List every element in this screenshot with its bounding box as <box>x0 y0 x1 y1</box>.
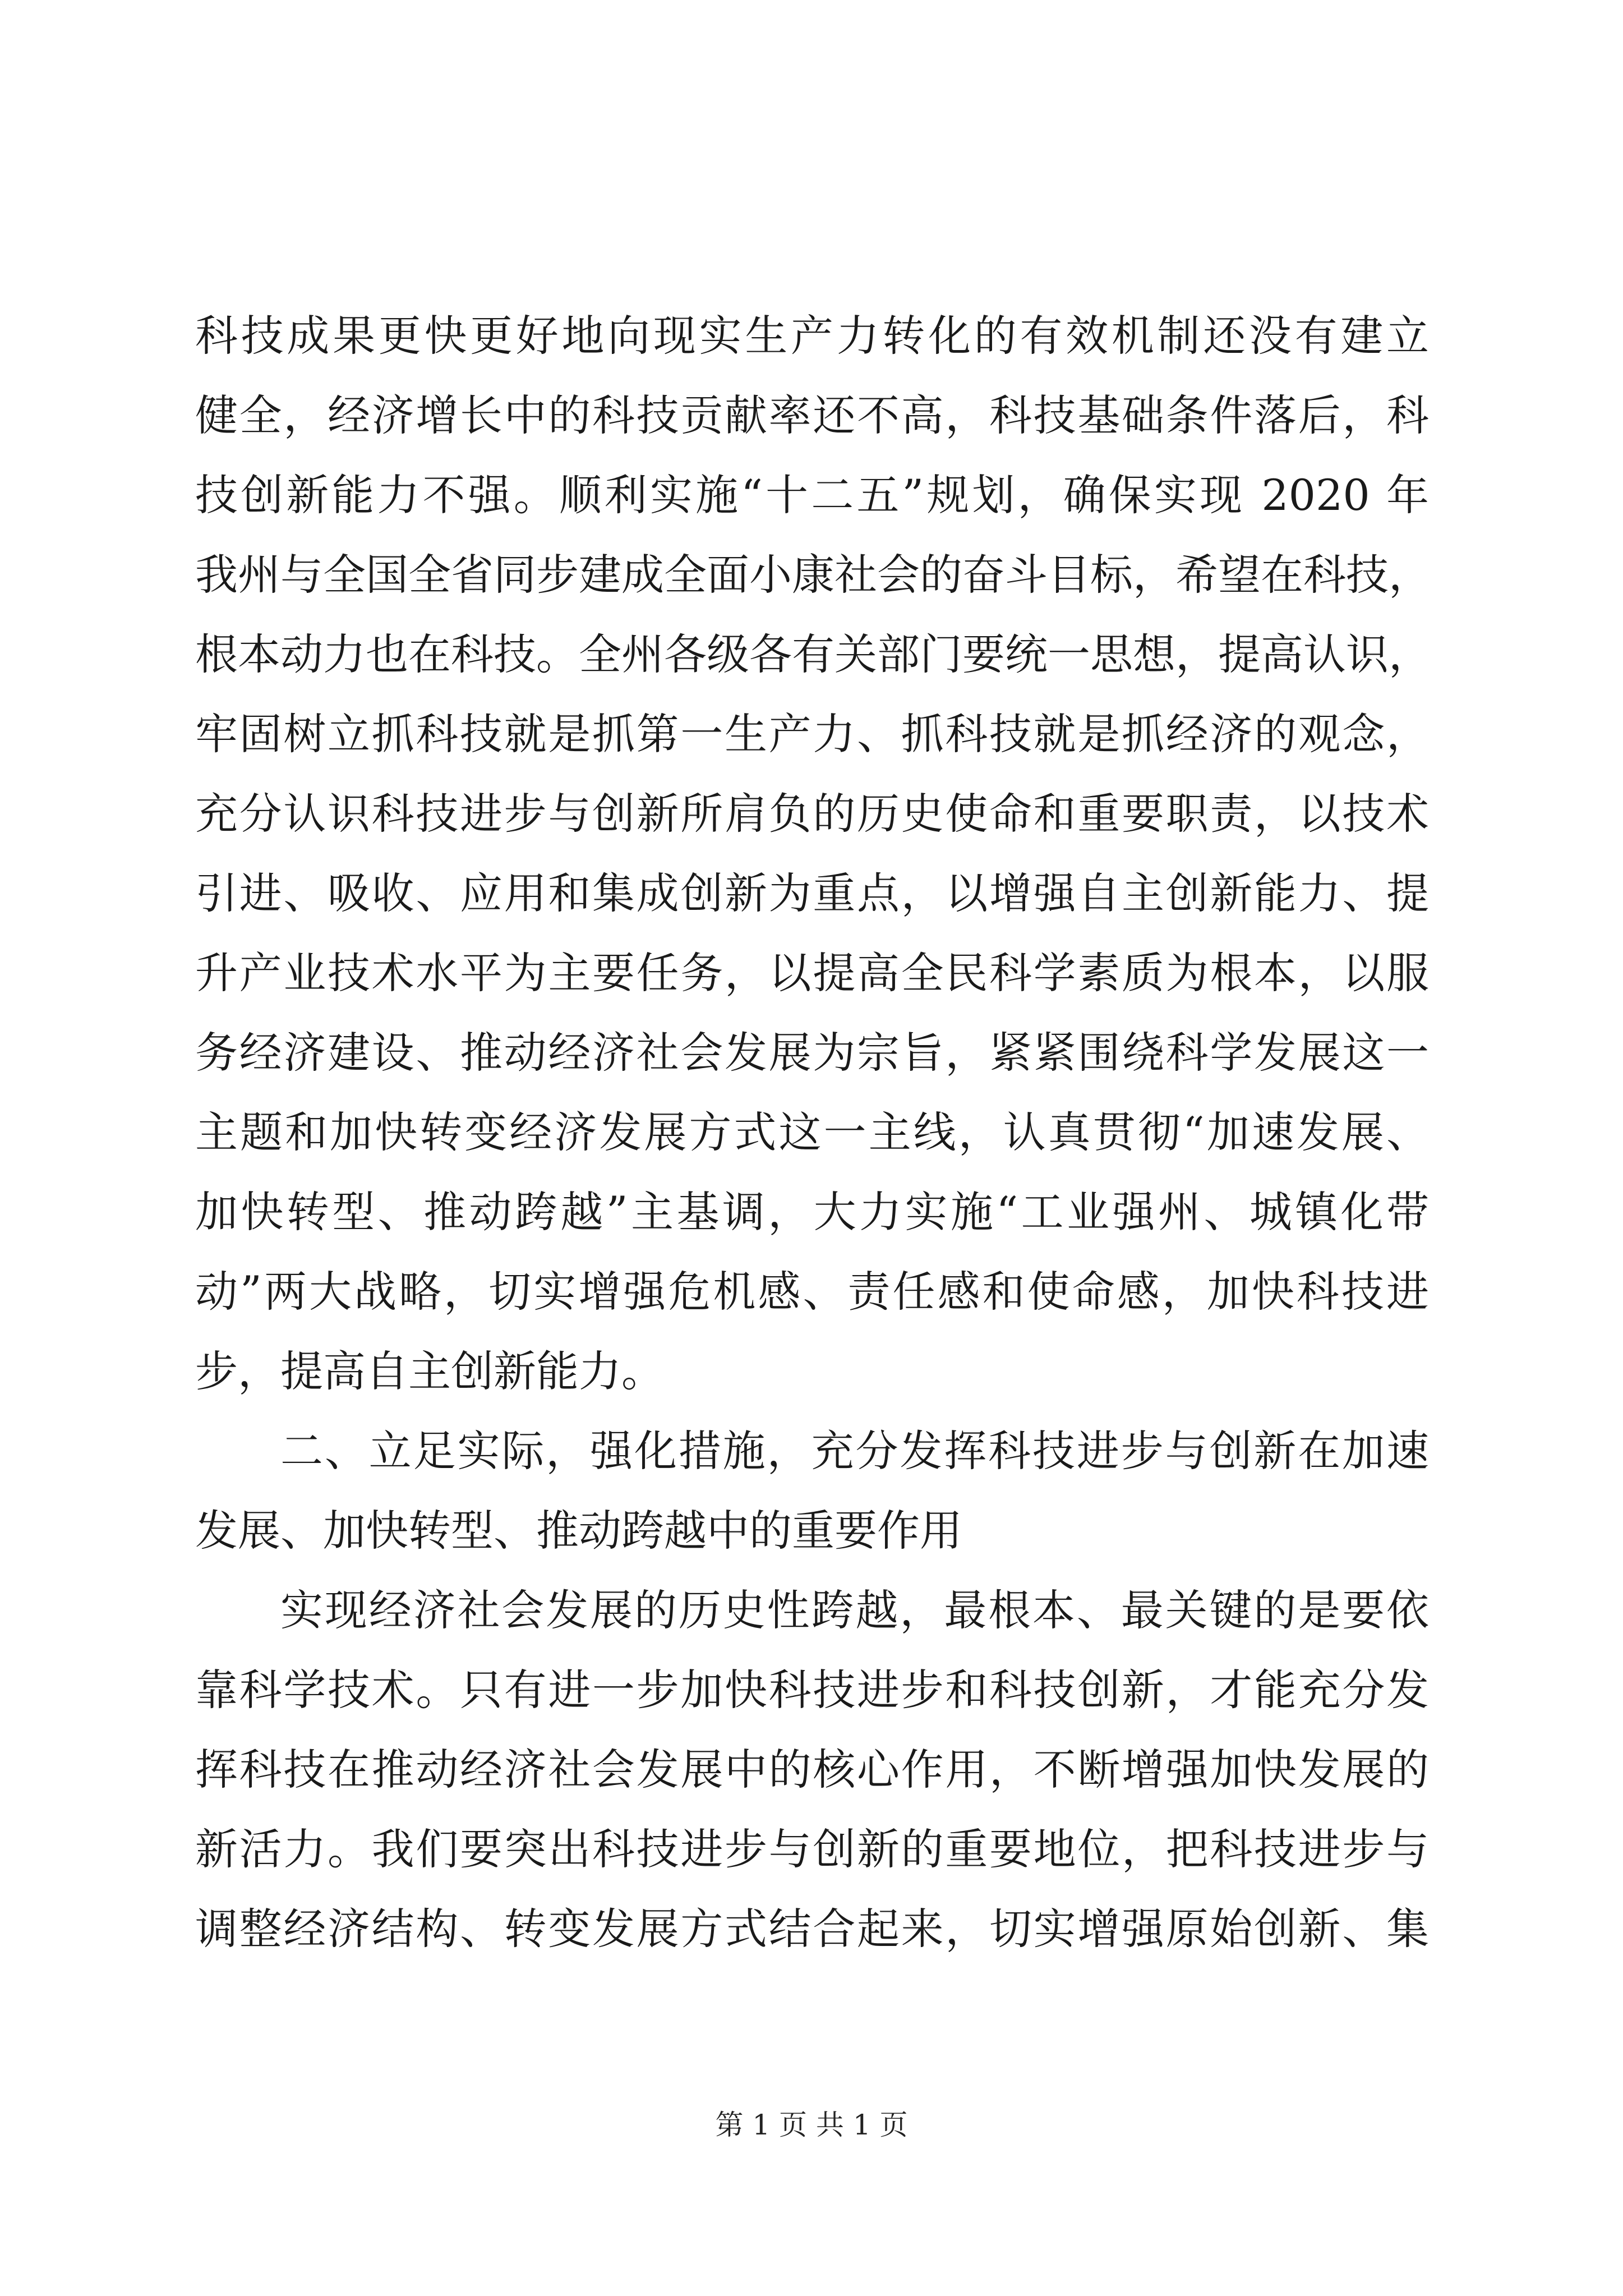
text-line: 靠科学技术。只有进一步加快科技进步和科技创新，才能充分发 <box>195 1665 1429 1715</box>
text-line: 牢固树立抓科技就是抓第一生产力、抓科技就是抓经济的观念， <box>195 709 1429 759</box>
text-line: 务经济建设、推动经济社会发展为宗旨，紧紧围绕科学发展这一 <box>195 1028 1429 1078</box>
text-line: 调整经济结构、转变发展方式结合起来，切实增强原始创新、集 <box>195 1904 1429 1954</box>
text-line: 实现经济社会发展的历史性跨越，最根本、最关键的是要依 <box>280 1585 1429 1635</box>
text-line: 科技成果更快更好地向现实生产力转化的有效机制还没有建立 <box>195 311 1429 361</box>
text-line: 升产业技术水平为主要任务，以提高全民科学素质为根本，以服 <box>195 948 1429 998</box>
text-line: 主题和加快转变经济发展方式这一主线，认真贯彻“加速发展、 <box>195 1107 1429 1157</box>
text-line: 健全，经济增长中的科技贡献率还不高，科技基础条件落后，科 <box>195 390 1429 440</box>
text-line: 挥科技在推动经济社会发展中的核心作用，不断增强加快发展的 <box>195 1745 1429 1795</box>
text-line: 技创新能力不强。顺利实施“十二五”规划，确保实现 2020 年 <box>195 470 1429 520</box>
text-line: 引进、吸收、应用和集成创新为重点，以增强自主创新能力、提 <box>195 868 1429 918</box>
section-heading-line: 二、立足实际，强化措施，充分发挥科技进步与创新在加速 <box>280 1426 1429 1476</box>
text-line: 步，提高自主创新能力。 <box>195 1346 664 1396</box>
page-footer: 第 1 页 共 1 页 <box>715 2109 908 2141</box>
text-line: 加快转型、推动跨越”主基调，大力实施“工业强州、城镇化带 <box>195 1187 1429 1237</box>
text-line: 动”两大战略，切实增强危机感、责任感和使命感，加快科技进 <box>195 1267 1429 1317</box>
text-line: 新活力。我们要突出科技进步与创新的重要地位，把科技进步与 <box>195 1824 1429 1874</box>
text-line: 我州与全国全省同步建成全面小康社会的奋斗目标，希望在科技， <box>195 550 1431 600</box>
section-heading-line: 发展、加快转型、推动跨越中的重要作用 <box>195 1506 962 1556</box>
text-line: 根本动力也在科技。全州各级各有关部门要统一思想，提高认识， <box>195 629 1431 679</box>
text-line: 充分认识科技进步与创新所肩负的历史使命和重要职责，以技术 <box>195 789 1429 839</box>
document-body <box>195 296 1429 1969</box>
